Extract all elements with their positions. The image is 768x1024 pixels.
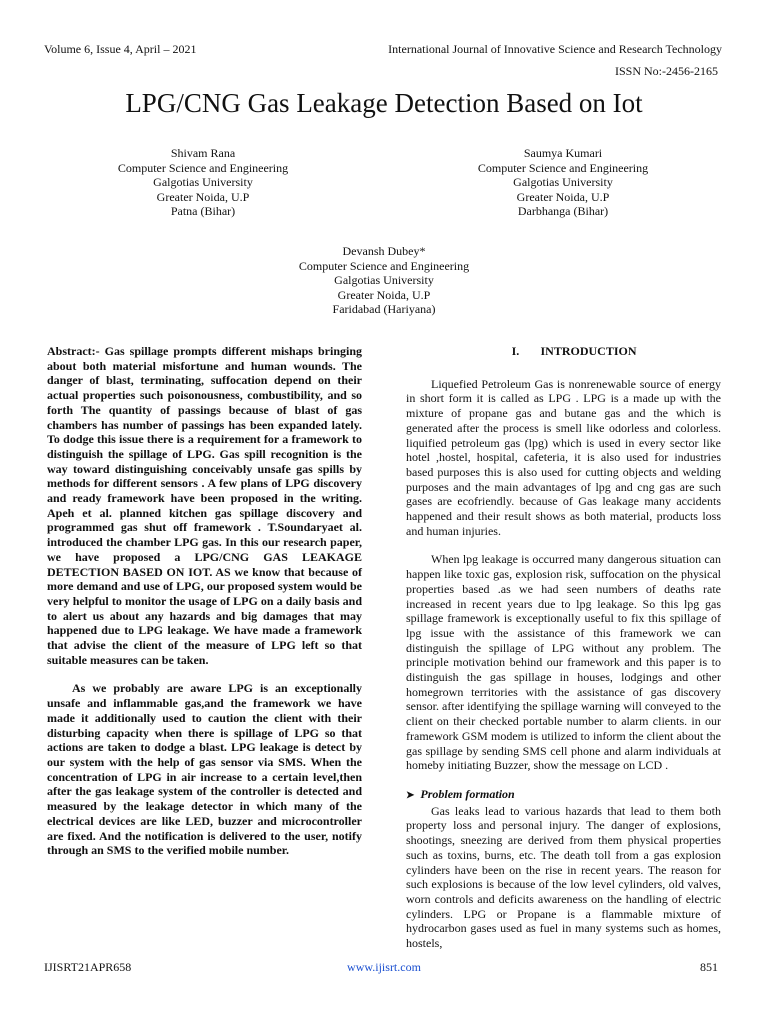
subsection-title: Problem formation: [420, 786, 515, 801]
author-dept: Computer Science and Engineering: [298, 258, 470, 273]
abstract-paragraph-1: Abstract:- Gas spillage prompts different mishaps bringing about both material misfortune and human wounds. The danger of blast, terminating, suffocation depend on their actual properties such poisonousness, combustibility, and so forth The quantity of passings because of blast of gas chambers has number of passings has been expanded lately. To dodge this issue there is a requirement for a framework to distinguish the spillage of LPG. Gas spill recognition is the way toward distinguishing conceivably unsafe gas spills by methods for different sensors . A few plans of LPG discovery and ready framework have been proposed in the writing. Apeh et al. planned kitchen gas spillage discovery and programmed gas shut off framework . T.Soundaryaet al. introduced the chamber LPG gas. In this our research paper, we have proposed a LPG/CNG GAS LEAKAGE DETECTION BASED ON IOT. AS we know that because of more demand and use of LPG, our proposed system would be very helpful to monitor the usage of LPG on a daily basis and to alert us about any hazards and big damages that may happened due to LPG leakage. We have made a framework that advise the client of the measure of LPG left so that suitable measures can be taken.: [47, 344, 362, 667]
author-block-3: [264, 244, 504, 317]
section-title: INTRODUCTION: [540, 344, 637, 358]
paper-code: IJISRT21APR658: [44, 960, 132, 974]
author-city: Greater Noida, U.P: [156, 189, 250, 204]
author-block-2: [443, 146, 683, 219]
author-block-1: [83, 146, 323, 219]
intro-paragraph-2: When lpg leakage is occurred many dangerous situation can happen like toxic gas, explosion risk, suffocation on the physical properties based .as we had seen numbers of deaths rate increased in recent years due to lpg leakage. So this lpg gas spillage framework is exceptionally useful to fix this spillage of lpg issue with the assistance of this framework we can distinguish the spillage of LPG without any problem. The principle motivation behind our framework and this paper is to distinguish the gas spillage in houses, lodgings and other homegrown territories with the assistance of gas discovery sensor. after identifying the spillage warning will conveyed to the client on their checked portable number to alarm clients. in our framework GSM modem is utilized to inform the client about the gas spillage by sending SMS cell phone and alarm individuals at homeby initiating Buzzer, show the message on LCD .: [406, 552, 721, 773]
abstract-paragraph-2: As we probably are aware LPG is an exceptionally unsafe and inflammable gas,and the framework we have made it additionally used to caution the client with their disturbing capacity when there is spillage of LPG so that actions are taken to dodge a blast. LPG leakage is detect by our system with the help of gas sensor via SMS. When the concentration of LPG in air increase to a certain level,then after the gas leakage system of the controller is detected and measured by the leakage detector in which many of the electrical devices are like LED, buzzer and microcontroller are fixed. And the notification is delivered to the user, notify through an SMS to the verified mobile number.: [47, 681, 362, 858]
author-name: Devansh Dubey*: [342, 244, 426, 258]
author-univ: Galgotias University: [334, 273, 434, 288]
author-univ: Galgotias University: [513, 175, 613, 190]
issn: ISSN No:-2456-2165: [614, 64, 718, 78]
author-home: Darbhanga (Bihar): [517, 204, 609, 219]
author-univ: Galgotias University: [153, 175, 253, 190]
author-home: Patna (Bihar): [170, 204, 236, 219]
author-city: Greater Noida, U.P: [516, 189, 610, 204]
author-name: Shivam Rana: [170, 146, 236, 160]
author-home: Faridabad (Hariyana): [332, 302, 436, 317]
section-heading: [406, 344, 721, 359]
author-dept: Computer Science and Engineering: [117, 160, 289, 175]
arrow-bullet-icon: ➤: [406, 789, 415, 801]
page-number: 851: [700, 960, 718, 974]
section-number: I.: [511, 344, 520, 358]
author-dept: Computer Science and Engineering: [477, 160, 649, 175]
paper-title: LPG/CNG Gas Leakage Detection Based on Iot: [125, 88, 643, 118]
introduction-column: [406, 344, 721, 951]
intro-paragraph-3: Gas leaks lead to various hazards that lead to them both property loss and personal injury. The danger of explosions, shootings, sneezing are derived from them physical properties such as toxins, burns, etc. The death toll from a gas explosion cylinders have been on the rise in recent years. The reason for such explosions is because of the low level cylinders, old valves, worn controls and deficits awareness on the handling of electric cylinders. LPG or Propane is a flammable mixture of hydrocarbon gases used as fuel in many systems such as homes, hostels,: [406, 803, 721, 951]
journal-name: International Journal of Innovative Science and Research Technology: [388, 42, 722, 56]
intro-paragraph-1: Liquefied Petroleum Gas is nonrenewable source of energy in short form it is called as LPG . LPG is a made up with the mixture of propane gas and butane gas and the which is generated after the process is smell like odorless and colorless. liquified petroleum gas (lpg) which is used in every sector like hotel ,hostel, hospital, cafeteria, it is also used for industries based purposes this is also used for cutting objects and welding purposes and the main advantages of lpg and cng gas are such gases are ecofriendly. because of Gas leakage many accidents happened and their result shows as both material, products loss and human injuries.: [406, 376, 721, 538]
subsection-heading: [406, 787, 721, 804]
volume-info: Volume 6, Issue 4, April – 2021: [44, 42, 197, 56]
author-city: Greater Noida, U.P: [337, 287, 431, 302]
journal-url-link[interactable]: www.ijisrt.com: [347, 960, 421, 974]
abstract-column: [47, 344, 362, 858]
author-name: Saumya Kumari: [523, 146, 603, 160]
